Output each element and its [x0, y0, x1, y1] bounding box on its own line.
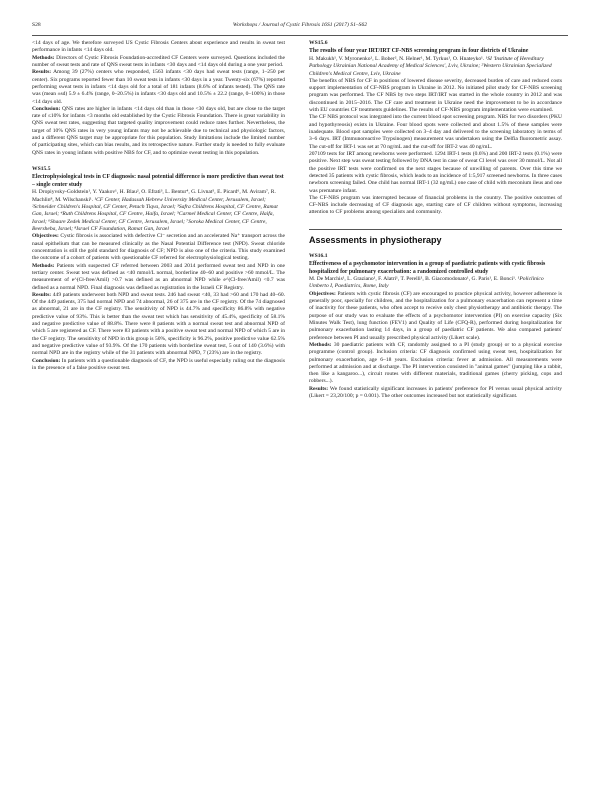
ws156-paragraph-3: 207109 tests for IRT among newborns were performed. 1294 IRT-1 tests (0.6%) and 200 IRT-2 tests (0.1%) were positive. Next step was sweat testing followed by DNA test in case of sweat Cl level was over 30 mmol/L. Not all the positive IRT tests were confirmed on the next stages because of unwilling of parents. Over this time we detected 35 patients with cystic fibrosis, which leads to an incidence of 1:5,917 screened newborns. In three cases newborn screening failed. One child has normal IRT-1 (32 ng/mL) one case of child with meconium ileus and one was premature infant.: [309, 150, 562, 194]
ws155-authors: H. Dropiyvsky-Goldstein¹, Y. Yaakov¹, H. Blau², O. Efrati³, L. Bentur⁴, G. Livnat⁵, E. Picard⁶, M. Aviram⁷, R. Machlin⁸, M. Wilschanski¹.: [32, 189, 276, 203]
methods-label: Methods:: [32, 54, 55, 61]
cont-methods-text: Directors of Cystic Fibrosis Foundation-accredited CF Centers were surveyed. Questions included the number of sweat tests and rate of QNS sweat tests in infants <30 days and <14 days old during a one year period.: [32, 54, 285, 68]
conclusion-label: Conclusion:: [32, 105, 61, 112]
ws161-authors-block: [309, 276, 562, 291]
ws161-methods-para: [309, 342, 562, 386]
ws155-conclusion-para: [32, 358, 285, 373]
page-number: S28: [32, 22, 41, 28]
ws155-methods-para: [32, 263, 285, 292]
results-label: Results:: [309, 385, 329, 392]
ws156-paragraph-1: The benefits of NBS for CF in positions of lowered disease severity, decreased burden of care and reduced costs support implementation of CF-NBS program in Ukraine in 2012. No initiated pilot study for CF-NBS screening program was performed. The CF NBS by two steps IRT/IRT was started in the whole country in 2012 and was discontinued in 2015–2016. The CF care and treatment in Ukraine need the improvement to be in accordance with EU countries CF treatments guidelines. The results of CF-NBS program implementation were examined.: [309, 77, 562, 114]
header-rule: [32, 35, 568, 36]
ws156-authors-block: [309, 56, 562, 78]
ws161-authors: M. De Marchis¹, L. Graziano¹, F. Alatri¹, T. Perelli¹, B. Giacomodonato¹, G. Paris¹, E. Bonci¹.: [309, 276, 517, 283]
objectives-label: Objectives:: [32, 233, 59, 240]
ws156-title: The results of four year IRT/IRT CF-NBS screening program in four districts of Ukraine: [309, 48, 529, 55]
ws161-objectives: Patients with cystic fibrosis (CF) are encouraged to practice physical activity, however adherence is generally poor, specially for children, and the hospitalization for a pulmonary exacerbation can represent a time of inactivity for these patients, who often accept to receive only chest physiotherapy and antibiotic therapy. The purpose of our study was to evaluate the effects of a psychomotor intervention (PI) on exercise capacity (Six Minutes Walk Test), lung function (FEV1) and Quality of Life (CFQ-R), performed during hospitalization for pulmonary exacerbation lasting 14 days, in a group of paediatric CF patients. We also compared patients' preference between PI and usually prescribed physical activity (Likert scale).: [309, 290, 562, 341]
cont-conclusion-text: QNS rates are higher in infants <14 days old than in those <30 days old, but are close to the target rate of ≤10% for infants <3 months old established by the Cystic Fibrosis Foundation. There is great variability in QNS sweat test rates, suggesting that targeted quality improvement could reduce rates further. Nevertheless, the target of 10% QNS rates in very young infants may not be achievable due to technical and physiologic factors, and a different QNS target may be appropriate for this population. Study limitations include the limited number of participating sites, which can bias results, and its retrospective nature. Further study is needed to fully evaluate QNS rates in young infants with positive NBS for CF, and to optimize sweat testing in this population.: [32, 105, 285, 156]
ws155-authors-block: [32, 189, 285, 233]
methods-label: Methods:: [309, 341, 332, 348]
ws155-title: Electrophysiological tests in CF diagnosis: nasal potential difference is more predictive than sweat test – single center study: [32, 174, 284, 188]
ws155-methods: Patients with suspected CF referred between 2003 and 2014 performed sweat test and NPD in one tertiary center. Sweat test was defined as <40 mmol/L normal, borderline 40–60 and positive >60 mmol/L. The measurement of e^(Cl-free/Amil) >0.7 was defined as an abnormal NPD while e^(Cl-free/Amil) <0.7 was defined as a normal NPD. Final diagnosis was defined as registration in the Israeli CF Registry.: [32, 262, 285, 291]
cont-conclusion-para: [32, 106, 285, 157]
results-label: Results:: [32, 291, 52, 298]
ws155-results-para: [32, 292, 285, 358]
ws155-conclusion: In patients with a questionable diagnosis of CF, the NPD is useful especially ruling out the diagnosis in the presence of a false positive sweat test.: [32, 357, 285, 371]
ws156-authors: H. Makukh¹, V. Myronenko¹, L. Bober², N. Helner¹, M. Tyrkus¹, O. Hnateyko¹.: [309, 55, 485, 62]
cont-results-para: [32, 69, 285, 106]
ws156-paragraph-4: The CF-NBS program was interrupted because of financial problems in the country. The positive outcomes of CF-NBS include decreasing of CF diagnosis age, starting care of CF children without symptoms, increasing attention to CF problems among specialists and community.: [309, 194, 562, 216]
journal-title: Workshops / Journal of Cystic Fibrosis 16S1 (2017) S1–S62: [232, 22, 368, 28]
ws161-methods: 30 paediatric patients with CF, randomly assigned to a PI (study group) or to a physical exercise programme (control group). Inclusion criteria: CF diagnosis confirmed using sweat test, hospitalization for pulmonary exacerbation, age 6–18 years. Exclusion criteria: fever at admission. All measurements were performed at admission and at discharge. The PI intervention consisted in "animal games" (jumping like a rabbit, then like a kangaroo...), circuit routes with different materials, traditional games (cherry picking, cops and robbers...).: [309, 341, 562, 385]
ws156-code: WS15.6: [309, 40, 328, 46]
ws155-results: 449 patients underwent both NPD and sweat tests. 246 had sweat <40, 33 had >60 and 170 had 40–60. Of the 449 patients, 375 had normal NPD and 74 abnormal, 26 of 375 are in the CF registry. Of the 74 diagnosed as abnormal, 21 are in the CF registry. The sensitivity of NPD is 44.7% and specificity 86.8% with negative predictive value of 93%. This is better than the sweat test which has sensitivity of 45.4%, specificity of 58.1% and negative predictive value of 88.8%. There were 8 patients with a normal sweat test and abnormal NPD of which 5 are registered as CF. There were 83 patients with a positive sweat test and normal NPD of which 5 are in the CF registry. The sensitivity of NPD in this group is 50%, specificity is 96.2%, positive predictive value 62.5% and negative predictive value of 93.9%. Of the 170 patients with borderline sweat test, 5 out of 140 (3.6%) with normal NPD are in the registry while of the 31 patients with abnormal NPD, 7 (23%) are in the registry.: [32, 291, 285, 357]
left-column: [32, 40, 285, 760]
objectives-label: Objectives:: [309, 290, 336, 297]
cont-results-text: Among 39 (27%) centers who responded, 1563 infants <30 days had sweat tests (range, 1–250 per center). Six programs reported fewer than 10 sweat tests in infants <30 days in a year. Twenty-six (67%) reported performing sweat tests in infants <14 days old for a total of 181 infants (8.6% of infants tested). The QNS rate was (mean ±sd) 5.9 ± 6.4% (range, 0–20.5%) in infants <30 days old and 10.5% ± 22.2 (range, 0–100%) in those <14 days old.: [32, 69, 285, 105]
right-column: [309, 40, 562, 760]
conclusion-label: Conclusion:: [32, 357, 61, 364]
ws161-results: We found statistically significant increases in patients' preference for PI versus usual physical activity (Likert = 23,20/100; p = 0.001). The other outcomes increased but not statistically significant.: [309, 385, 562, 400]
ws161-title: Effectiveness of a psychomotor intervention in a group of paediatric patients with cystic fibrosis hospitalized for pulmonary exacerbation: a randomized controlled study: [309, 261, 546, 275]
ws161-results-para: [309, 386, 562, 401]
ws161-objectives-para: [309, 291, 562, 342]
methods-label: Methods:: [32, 262, 55, 269]
results-label: Results:: [32, 69, 52, 76]
page-header: [32, 22, 568, 32]
ws156-affiliations: ¹SI 'Institute of Hereditary Pathology Ukrainian National Academy of Medical Sciences', Lviv, Ukraine; ²Western Ukrainian Specialized Children's Medical Centre, Lviv, Ukraine: [309, 55, 552, 77]
ws156-paragraph-2: The CF NBS protocol was integrated into the current blood spot screening program. NBS for two disorders (PKU and hypothyreosis) exists in Ukraine. Four blood spots were collected and about 1.5% of these samples were inadequate. Blood spot samples were collected on 3–4 day and delivered to the screening laboratory in terms of 3–6 days. IRT (Immunoreactive Trypsinogen) measurement was undertaken using the Delfia fluorometric assay. The cut-off for IRT-1 was set at 70 ng/mL and the cut-off for IRT-2 was 40 ng/mL.: [309, 114, 562, 150]
section-heading: Assessments in physiotherapy: [309, 229, 562, 247]
ws155-code: WS15.5: [32, 166, 51, 172]
cont-methods-para: [32, 55, 285, 70]
ws155-affiliations: ¹CF Center, Hadassah Hebrew University Medical Center, Jerusalem, Israel; ²Schneider Children's Hospital, CF Center, Petach Tiqva, Israel; ³Safra Childrens Hospital, CF Centre, Ramat Gan, Israel; ⁴Ruth Childrens Hospital, CF Centre, Haifa, Israel; ⁵Carmel Medical Center, CF Centre, Haifa, Israel; ⁶Shaare Zedek Medical Center, CF Centre, Jerusalem, Israel; ⁷Soroka Medical Center, CF Centre, Beersheba, Israel; ⁸Israel CF Foundation, Ramat Gan, Israel: [32, 196, 278, 232]
ws155-objectives-para: [32, 233, 285, 262]
ws161-code: WS16.1: [309, 252, 328, 259]
cont-intro: <14 days of age. We therefore surveyed US Cystic Fibrosis Centers about experience and results in sweat test performance in infants <14 days old.: [32, 40, 285, 54]
ws161-affiliations: ¹Policlinico Umberto I, Paediatrics, Rome, Italy: [309, 276, 544, 290]
ws155-objectives: Cystic fibrosis is associated with defective Cl⁻ secretion and an accelerated Na⁺ transport across the nasal epithelium that can be measured clinically as the Nasal Potential Difference test (NPD). Sweat chloride concentration is still the gold standard for diagnosis of CF; NPD is also one of the criteria. This study examined the outcome of a cohort of patients with questionable CF referred for electrophysiological testing.: [32, 233, 285, 262]
